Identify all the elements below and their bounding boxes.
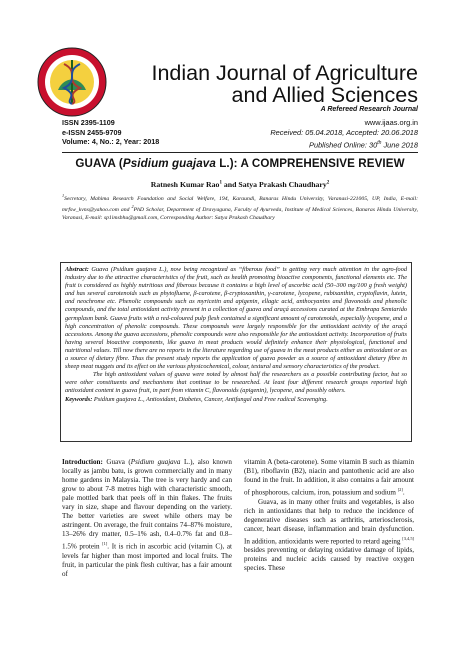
authors: Ratnesh Kumar Rao$^1$ and Satya Prakash Chaudhary$^2$ <box>150 180 330 189</box>
abstract-paragraph-1: Abstract: Guava (Psidium guajava L.), now being recognized as “fiberous food” is getting very much attention in the agro-food industry due to the attractive characteristics of the fruit, such as health promoting bioactive components, functional elements etc. The fruit is considered as highly nutritious and fiberous because it contains a high level of ascorbic acid (50–300 mg/100 g fresh weight) and has several carotenoids such as phytofluene, β-carotene, β-cryptoxanthin, γ-carotene, lycopene, rubixanthin, cryptoflavin, lutein, and neochrome etc. Phenolic compounds such as myricetin and apigenin, ellagic acid, anthocyanins and flavonoids and phenolic compounds, and the total antioxidant activity present in a collection of guava and araçá accessions curated at the Embrapa Semiarido germplasm bank. Guava fruits with a red-coloured pulp flesh contained a significant amount of carotenoids, especially lycopene, and a high concentration of phenolic compounds. These compounds were largely responsible for the antioxidant activity of the araçá accessions. Among the guava accessions, phenolic compounds were also responsible for the antioxidant activity. Incorporation of fruits having several bioactive components, like guava in meat products would definitely enhance their physiological, functional and nutritional values. Till now there are no reports in the literature regarding use of guava in the meat products either as antioxidant or as a source of dietary fibre. Thus the present study reports the application of guava powder as a source of antioxidant dietary fibre in sheep meat nuggets and its effect on the various physicochemical, colour, textural and sensory characteristics of the product. <box>65 266 407 371</box>
issn-block <box>62 118 159 147</box>
journal-title-line2: and Allied Sciences <box>231 83 418 107</box>
abstract-label: Abstract: <box>65 266 89 273</box>
journal-title <box>150 62 418 106</box>
citation: [3,4,5] <box>402 535 414 541</box>
eissn: e-ISSN 2455-9709 <box>62 127 122 137</box>
journal-subtitle: A Refereed Research Journal <box>320 106 418 113</box>
introduction-heading: Introduction: <box>62 458 103 466</box>
published-date: Published Online: 30th June 2018 <box>309 140 418 150</box>
citation: [2] <box>397 487 403 493</box>
journal-title-line1: Indian Journal of Agriculture <box>151 61 418 85</box>
volume: Volume: 4, No.: 2, Year: 2018 <box>62 137 160 147</box>
keywords: Keywords: Psidium guajava L., Antioxidant, Diabetes, Cancer, Antifungal and Free radical Scavenging. <box>65 395 328 403</box>
body-paragraph-1: vitamin A (beta-carotene). Some vitamin B such as thiamin (B1), riboflavin (B2), niacin and pantothenic acid are also found in the fruit. In addition, it also contains a fair amount of phosphorous, calcium, iron, potassium and sodium [2]. <box>244 458 414 497</box>
website-link[interactable]: www.ijaas.org.in <box>364 118 418 127</box>
header-divider <box>62 152 418 153</box>
received-date: Received: 05.04.2018, Accepted: 20.06.2018 <box>270 128 418 137</box>
abstract-paragraph-2: The high antioxidant values of guava were noted by almost half the researchers as a possible contributing factor, but so were other constituents and mechanisms that continue to be researched. At least four different research groups reported high antioxidant content in guava fruit, in part from vitamin C, flavonoids (apigenin), lycopene, and possibly others. <box>65 371 407 395</box>
keywords-label: Keywords: <box>65 395 93 403</box>
article-title: GUAVA (Psidium guajava L.): A COMPREHENSIVE REVIEW <box>75 157 405 170</box>
affiliations: $^1$Secretary, Mahima Research Foundation and Social Welfare, 194, Karaundi, Banaras Hindu University, Varanasi-221005, UP, India, E-mail: mrfsw_kvns@yahoo.com and $^2$PhD Scholar, Department of Dravyaguna, Faculty of Ayurveda, Institute of Medical Sciences, Banaras Hindu University, Varanasi, E-mail: sp1imsbhu@gmail.com, Corresponding Author: Satya Prakash Chaudhary <box>62 193 419 221</box>
body-column-left <box>62 458 232 579</box>
citation: [1] <box>102 541 108 547</box>
introduction-paragraph: Introduction: Guava (Psidium guajava L.), also known locally as jambu batu, is grown commercially and in many home gardens in Malaysia. The tree is very hardy and can grow to about 7-8 metres high with characteristic smooth, pale mottled bark that peels off in thin flakes. The fruits vary in size, shape and flavour depending on the variety. The better varieties are sweet while others may be astringent. On average, the fruit contains 74–87% moisture, 13–26% dry matter, 0.5–1% ash, 0.4–0.7% fat and 0.8–1.5% protein [1]. It is rich in ascorbic acid (vitamin C), at levels far higher than most imported and local fruits. The fruit, in particular the pink flesh cultivar, has a fair amount of <box>62 458 232 578</box>
issn: ISSN 2395-1109 <box>62 118 115 127</box>
dates-block <box>200 128 418 150</box>
journal-logo <box>36 46 108 118</box>
body-column-right <box>244 458 414 573</box>
body-paragraph-2: Guava, as in many other fruits and vegetables, is also rich in antioxidants that help to reduce the incidence of degenerative diseases such as arthritis, arteriosclerosis, cancer, heart disease, inflammation and brain dysfunction. In addition, antioxidants were reported to retard ageing [3,4,5] besides preventing or delaying oxidative damage of lipids, proteins and nucleic acids caused by reactive oxygen species. These <box>244 497 414 573</box>
abstract-box <box>60 262 412 442</box>
